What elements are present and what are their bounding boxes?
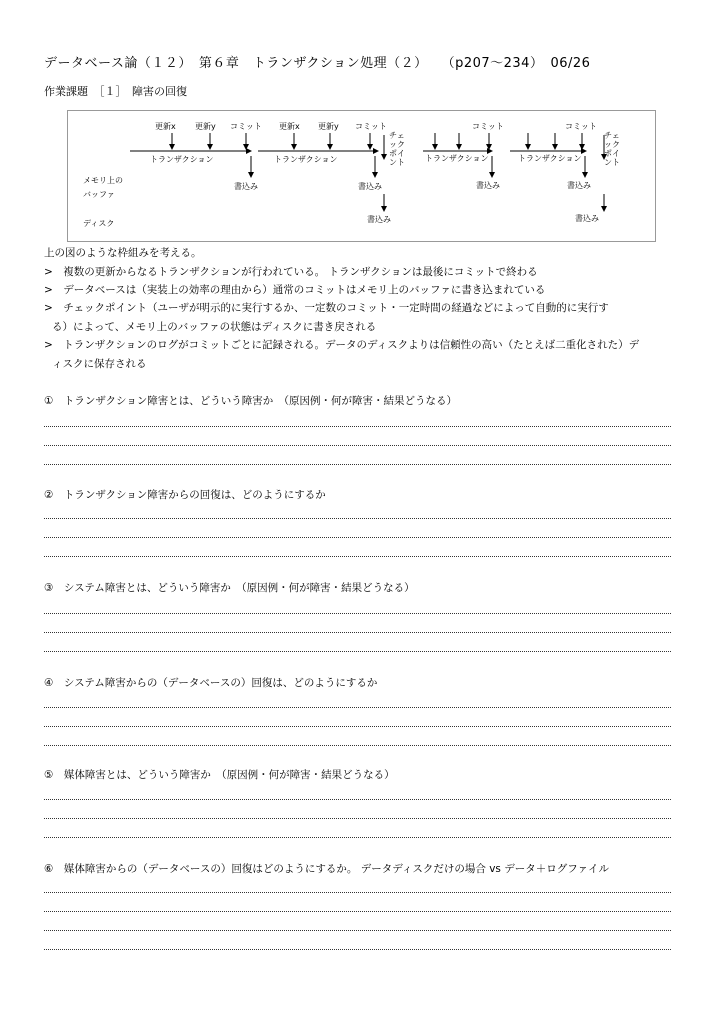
transaction-label: トランザクション	[518, 154, 582, 163]
answer-line[interactable]	[44, 632, 671, 633]
answer-line[interactable]	[44, 949, 671, 950]
write-label: 書込み	[358, 182, 382, 191]
question-5: ⑤ 媒体障害とは、どういう障害か （原因例・何が障害・結果どうなる）	[44, 769, 395, 781]
update-y-label: 更新y	[195, 122, 216, 131]
answer-line[interactable]	[44, 651, 671, 652]
answer-line[interactable]	[44, 911, 671, 912]
checkpoint-label: チェックポイント	[604, 131, 620, 167]
page-title: データベース論（１２） 第６章 トランザクション処理（２） （p207〜234） 06/26	[44, 56, 591, 71]
question-1: ① トランザクション障害とは、どういう障害か （原因例・何が障害・結果どうなる）	[44, 395, 458, 407]
answer-line[interactable]	[44, 464, 671, 465]
transaction-label: トランザクション	[425, 154, 489, 163]
question-2: ② トランザクション障害からの回復は、どのようにするか	[44, 489, 326, 501]
answer-line[interactable]	[44, 556, 671, 557]
answer-line[interactable]	[44, 818, 671, 819]
disk-label: ディスク	[83, 219, 115, 228]
commit-label: コミット	[230, 122, 262, 131]
intro-point-cont: る）によって、メモリ上のバッファの状態はディスクに書き戻される	[52, 321, 377, 333]
commit-label: コミット	[565, 122, 597, 131]
commit-label: コミット	[472, 122, 504, 131]
write-label: 書込み	[575, 214, 599, 223]
update-x-label: 更新x	[155, 122, 176, 131]
commit-label: コミット	[355, 122, 387, 131]
intro-point: > トランザクションのログがコミットごとに記録される。データのディスクよりは信頼性の高い（たとえば二重化された）デ	[44, 339, 640, 351]
answer-line[interactable]	[44, 837, 671, 838]
task-heading: 作業課題 ［１］ 障害の回復	[44, 85, 187, 98]
answer-line[interactable]	[44, 426, 671, 427]
update-y-label: 更新y	[318, 122, 339, 131]
transaction-label: トランザクション	[150, 155, 214, 164]
question-4: ④ システム障害からの（データベースの）回復は、どのようにするか	[44, 677, 378, 689]
write-label: 書込み	[567, 181, 591, 190]
answer-line[interactable]	[44, 892, 671, 893]
question-3: ③ システム障害とは、どういう障害か （原因例・何が障害・結果どうなる）	[44, 582, 415, 594]
answer-line[interactable]	[44, 799, 671, 800]
answer-line[interactable]	[44, 726, 671, 727]
write-label: 書込み	[476, 181, 500, 190]
answer-line[interactable]	[44, 445, 671, 446]
update-x-label: 更新x	[279, 122, 300, 131]
intro-lead: 上の図のような枠組みを考える。	[44, 247, 202, 259]
answer-line[interactable]	[44, 930, 671, 931]
question-6: ⑥ 媒体障害からの（データベースの）回復はどのようにするか。 データディスクだけの場合 vs データ＋ログファイル	[44, 863, 610, 875]
answer-line[interactable]	[44, 707, 671, 708]
transaction-diagram	[67, 110, 656, 242]
buffer-label: メモリ上の	[83, 176, 123, 185]
checkpoint-label: チェックポイント	[389, 131, 405, 167]
write-label: 書込み	[234, 182, 258, 191]
buffer-label: バッファ	[83, 190, 115, 199]
transaction-label: トランザクション	[274, 155, 338, 164]
answer-line[interactable]	[44, 613, 671, 614]
intro-point: > チェックポイント（ユーザが明示的に実行するか、一定数のコミット・一定時間の経過などによって自動的に実行す	[44, 302, 609, 314]
answer-line[interactable]	[44, 745, 671, 746]
write-label: 書込み	[367, 215, 391, 224]
intro-point-cont: ィスクに保存される	[52, 358, 147, 370]
intro-point: > 複数の更新からなるトランザクションが行われている。 トランザクションは最後にコミットで終わる	[44, 266, 538, 278]
intro-point: > データベースは（実装上の効率の理由から）通常のコミットはメモリ上のバッファに書き込まれている	[44, 284, 546, 296]
answer-line[interactable]	[44, 518, 671, 519]
answer-line[interactable]	[44, 537, 671, 538]
